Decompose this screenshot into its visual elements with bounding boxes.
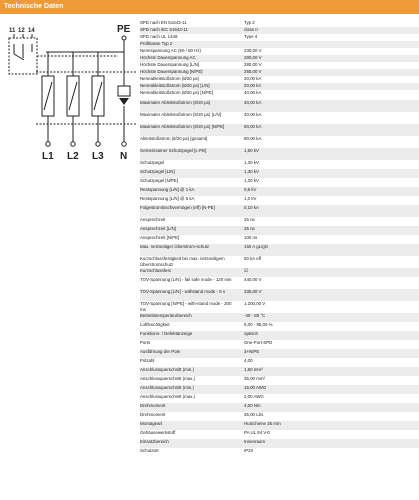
spark-gap-icon [119, 98, 129, 105]
l1-label: L1 [42, 151, 54, 162]
spec-label: Kurzschlussfestigkeit bei max. netzseitigem Überstromschutz [140, 256, 225, 267]
spec-label: Luftfeuchtigkeit [140, 322, 170, 327]
spec-value: 0,8 kV [244, 187, 257, 192]
table-row [140, 27, 419, 34]
spec-value: 335,00 V [244, 289, 262, 294]
table-row [140, 322, 419, 331]
table-row [140, 196, 419, 205]
table-row [140, 313, 419, 322]
table-row [140, 430, 419, 439]
terminal-12-label: 12 [18, 28, 25, 34]
table-row [140, 148, 419, 160]
table-row [140, 421, 419, 430]
spec-label: Restspannung [L/N] @ 5 kA [140, 196, 195, 201]
spec-label: Polzahl [140, 358, 155, 363]
spec-value: Typ 2 [244, 20, 255, 25]
spec-value: 1,30 kV [244, 169, 259, 174]
spec-label: Anschlussquerschnitt (min.) [140, 367, 194, 372]
table-row [140, 178, 419, 187]
spec-value: 20,00 kA [244, 83, 262, 88]
spec-label: Betriebstemperaturbereich [140, 313, 192, 318]
table-row [140, 160, 419, 169]
spec-label: Schutzart [140, 448, 159, 453]
spec-value: 280,00 V [244, 55, 262, 60]
table-row [140, 48, 419, 55]
section-title: Technische Daten [4, 3, 64, 10]
spec-label: Einsatzbereich [140, 439, 169, 444]
table-row [140, 277, 419, 289]
spec-value: 4,00 [244, 358, 253, 363]
spec-label: Maximaler Ableitstoßstrom (8/20 µs) [L/N] [140, 112, 221, 117]
terminal-11-label: 11 [9, 28, 16, 34]
spec-label: Montageart [140, 421, 163, 426]
spec-value: 40,00 kA [244, 90, 262, 95]
spec-label: Funktions- / Defektanzeige [140, 331, 193, 336]
spec-label: SPD nach EN 61643-11 [140, 20, 187, 25]
spec-value: 4,00 Nm [244, 403, 261, 408]
table-row [140, 268, 419, 277]
spec-value: class II [244, 27, 258, 32]
spec-label: Folgestromlöschvermögen (eff) [N-PE] [140, 205, 215, 210]
table-row [140, 169, 419, 178]
spec-value: 2,00 AWG [244, 394, 264, 399]
table-row [140, 439, 419, 448]
spec-label: Gemeinsamer Schutzpegel [L-PE] [140, 148, 207, 153]
table-row [140, 394, 419, 403]
spec-value: 25 ns [244, 217, 255, 222]
table-row [140, 205, 419, 217]
table-row [140, 349, 419, 358]
spec-label: Restspannung [L/N] @ 1 kA [140, 187, 195, 192]
circuit-diagram-svg [0, 14, 138, 164]
section-header [0, 0, 419, 14]
spec-value: 60,00 kA [244, 124, 262, 129]
table-row [140, 376, 419, 385]
spec-label: Ausführung der Pole [140, 349, 181, 354]
spec-value: 0,10 kA [244, 205, 259, 210]
n-label: N [120, 151, 128, 162]
table-row [140, 76, 419, 83]
spec-value: optisch [244, 331, 258, 336]
table-row [140, 412, 419, 421]
table-row [140, 235, 419, 244]
spec-label: Kurzschlussfest [140, 268, 171, 273]
table-row [140, 90, 419, 100]
l2-label: L2 [67, 151, 79, 162]
spec-label: Anschlussquerschnitt (min.) [140, 385, 194, 390]
spec-label: Nennableitstoßstrom (8/20 µs) [N/PE] [140, 90, 214, 95]
spec-label: TOV-Spannung [L/N] - withstand mode - 5 s [140, 289, 226, 294]
spec-value: 16,00 AWG [244, 385, 267, 390]
spec-label: Nennableitstoßstrom (8/20 µs) [140, 76, 200, 81]
spec-value: 1,30 kV [244, 160, 259, 165]
spec-label: Schutzpegel [140, 160, 165, 165]
table-row [140, 331, 419, 340]
spec-value: IP20 [244, 448, 254, 453]
spec-value: 35,00 Lbs [244, 412, 264, 417]
table-row [140, 62, 419, 69]
spec-label: Anschlussquerschnitt (max.) [140, 376, 196, 381]
spec-value: 25 ns [244, 226, 255, 231]
spec-label: Schutzpegel [N/PE] [140, 178, 179, 183]
table-row [140, 244, 419, 256]
spec-label: Nennableitstoßstrom (8/20 µs) [L/N] [140, 83, 210, 88]
table-row [140, 136, 419, 148]
spec-label: SPD nach UL 1449 [140, 34, 178, 39]
spec-label: Ansprechzeit [L/N] [140, 226, 176, 231]
table-row [140, 20, 419, 27]
spec-value: 1,0 kV [244, 196, 257, 201]
table-row [140, 100, 419, 112]
spec-value: 50 kA eff [244, 256, 262, 261]
spec-label: Schutzpegel [L/N] [140, 169, 175, 174]
table-row [140, 69, 419, 76]
table-row [140, 289, 419, 301]
spec-label: Maximaler Ableitstoßstrom (8/20 µs) [N/PE] [140, 124, 225, 129]
table-row [140, 112, 419, 124]
spec-label: Nennspannung AC (50 / 60 Hz) [140, 48, 202, 53]
spec-value: 20,00 kA [244, 76, 262, 81]
table-row [140, 340, 419, 349]
spec-label: SPD nach IEC 61643-11 [140, 27, 188, 32]
spec-label: Max. netzseitiger Überstrom-schutz [140, 244, 210, 249]
spec-label: Ports [140, 340, 151, 345]
table-row [140, 403, 419, 412]
spec-label: Ansprechzeit [N/PE] [140, 235, 180, 240]
spec-value: Innenraum [244, 439, 265, 444]
table-row [140, 187, 419, 196]
table-row [140, 83, 419, 90]
spec-value: ☑ [244, 268, 248, 273]
table-row [140, 41, 419, 48]
wiring-diagram [0, 14, 138, 164]
table-row [140, 301, 419, 313]
spec-value: 40,00 kA [244, 100, 262, 105]
spec-value: 440,00 V [244, 277, 262, 282]
spec-label: Maximaler Ableitstoßstrom (8/20 µs) [140, 100, 211, 105]
spec-label: Gehäusewerkstoff [140, 430, 176, 435]
table-row [140, 358, 419, 367]
pe-label: PE [117, 24, 131, 35]
spec-value: 100 ns [244, 235, 258, 240]
spec-label: TOV-Spannung [L/N] - fail safe mode - 120 min [140, 277, 232, 282]
spec-value: Type 4 [244, 34, 258, 39]
spec-value: 40,00 kA [244, 112, 262, 117]
spec-value: PA UL 94 V-0 [244, 430, 270, 435]
spec-value: 1.200,00 V [244, 301, 266, 306]
table-row [140, 124, 419, 136]
l3-label: L3 [92, 151, 104, 162]
table-row [140, 226, 419, 235]
table-row [140, 55, 419, 62]
spec-label: Höchste Dauerspannung AC [140, 55, 196, 60]
spec-value: 1,50 kV [244, 148, 259, 153]
spec-value: 1,30 kV [244, 178, 259, 183]
spec-value: 5,00 - 95,00 % [244, 322, 273, 327]
spec-value: -40 - 80 °C [244, 313, 266, 318]
spec-value: 80,00 kA [244, 136, 262, 141]
spec-value: 255,00 V [244, 69, 262, 74]
table-row [140, 256, 419, 268]
spec-label: TOV-Spannung [N/PE] - with-stand mode - 200 ms [140, 301, 232, 312]
spec-value: 1,50 mm² [244, 367, 263, 372]
table-row [140, 217, 419, 226]
spec-label: Höchste Dauerspannung [N/PE] [140, 69, 203, 74]
spec-label: Anschlussquerschnitt (max.) [140, 394, 196, 399]
table-row [140, 385, 419, 394]
table-row [140, 367, 419, 376]
spec-value: 35,00 mm² [244, 376, 265, 381]
spec-label: Ableitstoßstrom (8/20 µs) [gesamt] [140, 136, 208, 141]
spec-value: 280,00 V [244, 62, 262, 67]
spec-label: Drehmoment [140, 403, 166, 408]
terminal-14-label: 14 [28, 28, 35, 34]
table-row [140, 448, 419, 457]
spec-value: One-Port-SPD [244, 340, 273, 345]
spec-label: Höchste Dauerspannung [L/N] [140, 62, 200, 67]
spec-value: Hutschiene 35 mm [244, 421, 281, 426]
table-row [140, 34, 419, 41]
spec-value: 230,00 V [244, 48, 262, 53]
spec-label: Prüfklasse Typ 2 [140, 41, 173, 46]
spec-label: Drehmoment [140, 412, 166, 417]
spec-value: 160 A gL/gG [244, 244, 269, 249]
spec-label: Ansprechzeit [140, 217, 166, 222]
spec-value: 3+N/PE [244, 349, 260, 354]
